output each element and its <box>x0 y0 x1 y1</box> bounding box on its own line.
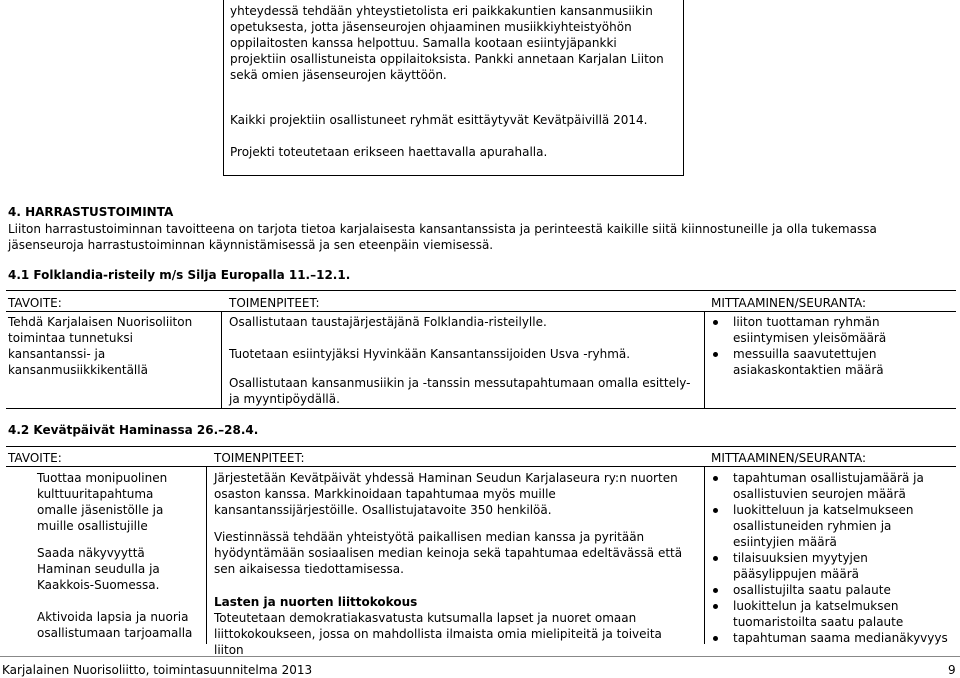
table-4-1-divider-1 <box>221 311 222 408</box>
table-4-2-divider-2 <box>704 466 705 644</box>
table-4-1-action-1: Osallistutaan taustajärjestäjänä Folklandia-risteilylle. <box>229 315 547 329</box>
table-4-1-header-measures: MITTAAMINEN/SEURANTA: <box>711 296 867 310</box>
previous-page-table-cell <box>223 0 684 176</box>
footer-rule <box>0 656 960 657</box>
section-4-1-heading: 4.1 Folklandia-risteily m/s Silja Europalla 11.–12.1. <box>8 268 351 282</box>
table-4-1-action-2: Tuotetaan esiintyjäksi Hyvinkään Kansantanssijoiden Usva -ryhmä. <box>229 347 631 361</box>
table-4-2-action-2: Viestinnässä tehdään yhteistyötä paikallisen median kanssa ja pyritään hyödyntämään sosiaalisen median keinoja sekä tapahtumaa edeltävässä että sen aikaisessa tiedottamisessa. <box>214 530 683 576</box>
table-4-1-goal-cell: Tehdä Karjalaisen Nuorisoliiton toimintaa tunnetuksi kansantanssi- ja kansanmusiikkikentällä <box>8 315 193 377</box>
list-item: tapahtuman saama medianäkyvyys <box>711 630 951 646</box>
list-item: messuilla saavutettujen asiakaskontaktien määrä <box>711 346 951 378</box>
paragraph-kevatpaivat-esittaytyminen: Kaikki projektiin osallistuneet ryhmät esittäytyvät Kevätpäivillä 2014. <box>230 113 648 127</box>
section-4-heading: 4. HARRASTUSTOIMINTA <box>8 205 174 219</box>
table-4-2-goal-2: Saada näkyvyyttä Haminan seudulla ja Kaakkois-Suomessa. <box>37 546 160 592</box>
table-4-2-header-actions: TOIMENPITEET: <box>214 451 305 465</box>
list-item: luokittelun ja katselmuksen tuomaristoilta saatu palaute <box>711 598 951 630</box>
paragraph-esiintyjapankki: yhteydessä tehdään yhteystietolista eri paikkakuntien kansanmusiikin opetuksesta, jotta jäsenseurojen ohjaaminen musiikkiyhteistyöhön oppilaitosten kanssa helpottuu. Samalla kootaan esiintyjäpankki projektiin osallistuneista oppilaitoksista. Pankki annetaan Karjalan Liiton sekä omien jäsenseurojen käyttöön. <box>230 4 664 82</box>
table-4-1-header-goal: TAVOITE: <box>8 296 62 310</box>
table-4-1-top-rule <box>6 290 956 291</box>
table-4-2-sub-text: Toteutetaan demokratiakasvatusta kutsumalla lapset ja nuoret omaan liittokokoukseen, jossa on mahdollista ilmaista omia mielipiteitä ja toiveita liiton <box>214 611 662 657</box>
page-number: 9 <box>948 663 956 677</box>
table-4-2-action-1: Järjestetään Kevätpäivät yhdessä Haminan Seudun Karjalaseura ry:n nuorten osaston kanssa. Markkinoidaan tapahtumaa myös muille kansantanssijärjestöille. Osallistujatavoite 350 henkilöä. <box>214 471 678 517</box>
list-item: luokitteluun ja katselmukseen osallistuneiden ryhmien ja esiintyjien määrä <box>711 502 951 550</box>
table-4-2-header-measures: MITTAAMINEN/SEURANTA: <box>711 451 867 465</box>
table-4-2-header-rule <box>6 466 956 467</box>
table-4-2-header-goal: TAVOITE: <box>8 451 62 465</box>
table-4-1-header-actions: TOIMENPITEET: <box>229 296 320 310</box>
list-item: tapahtuman osallistujamäärä ja osallistuvien seurojen määrä <box>711 470 951 502</box>
table-4-2-subheading: Lasten ja nuorten liittokokous <box>214 595 418 609</box>
table-4-2-divider-1 <box>206 466 207 644</box>
table-4-2-goal-3: Aktivoida lapsia ja nuoria osallistumaan tarjoamalla <box>37 610 193 640</box>
table-4-1-measures-list <box>711 314 951 378</box>
table-4-2-measures-list <box>711 470 951 646</box>
table-4-1-header-rule <box>6 311 956 312</box>
section-4-body: Liiton harrastustoiminnan tavoitteena on tarjota tietoa karjalaisesta kansantanssista ja perinteestä kaikille siitä kiinnostuneille ja olla tukemassa jäsenseuroja harrastustoiminnan käynnistämisessä ja sen eteenpäin viemisessä. <box>8 222 877 252</box>
section-4-2-heading: 4.2 Kevätpäivät Haminassa 26.–28.4. <box>8 423 259 437</box>
list-item: liiton tuottaman ryhmän esiintymisen yleisömäärä <box>711 314 951 346</box>
table-4-1-action-3: Osallistutaan kansanmusiikin ja -tanssin messutapahtumaan omalla esittely- ja myyntipöydällä. <box>229 376 691 406</box>
paragraph-apuraha: Projekti toteutetaan erikseen haettavalla apurahalla. <box>230 145 548 159</box>
footer-text: Karjalainen Nuorisoliitto, toimintasuunnitelma 2013 <box>2 663 313 677</box>
table-4-2-goal-1: Tuottaa monipuolinen kulttuuritapahtuma omalle jäsenistölle ja muille osallistujille <box>37 471 168 533</box>
table-4-1-divider-2 <box>704 311 705 408</box>
list-item: osallistujilta saatu palaute <box>711 582 951 598</box>
table-4-2-top-rule <box>6 446 956 447</box>
list-item: tilaisuuksien myytyjen pääsylippujen määrä <box>711 550 951 582</box>
table-4-1-bottom-rule <box>6 408 956 409</box>
